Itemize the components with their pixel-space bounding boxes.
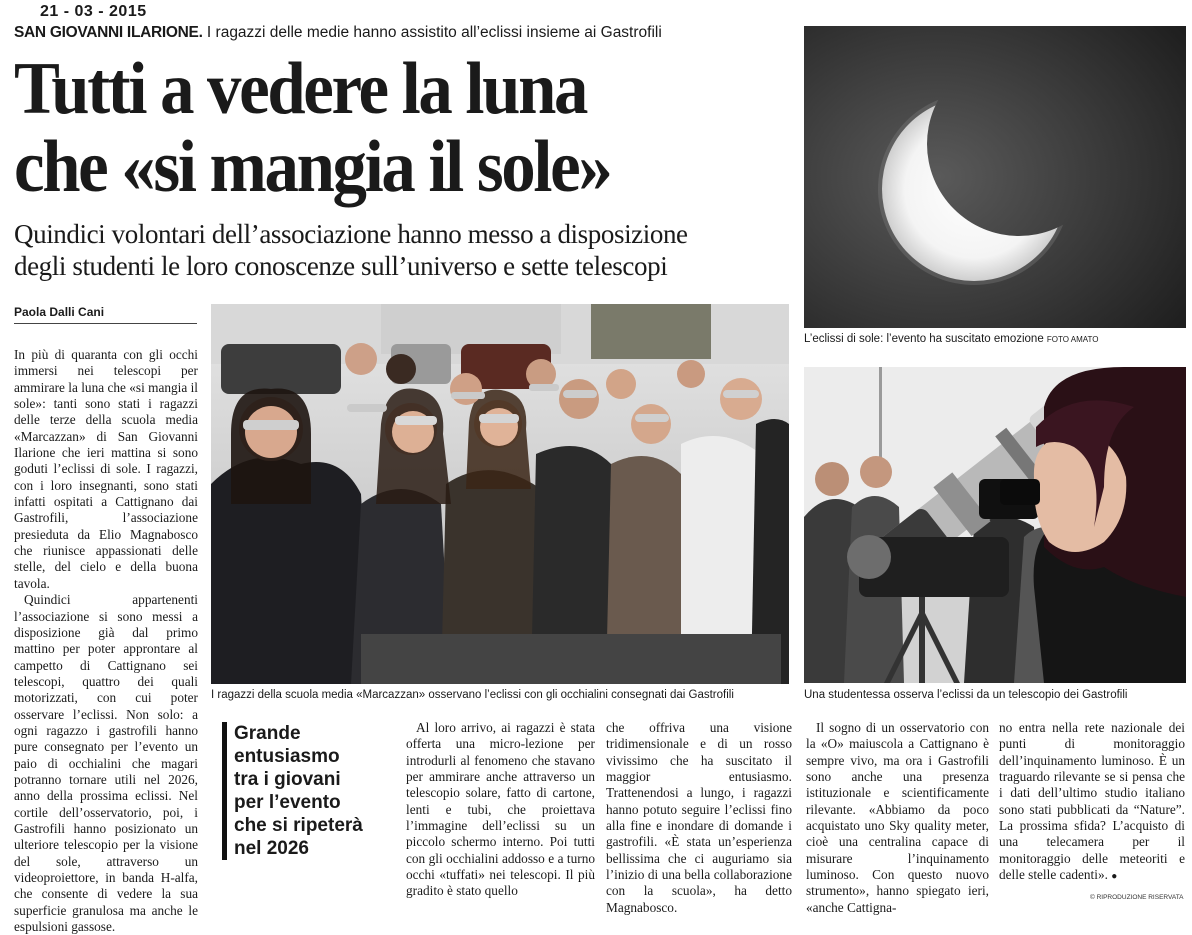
byline: Paola Dalli Cani (14, 305, 105, 319)
article-paragraph-2: Quindici appartenenti l’associazione si sono messi a disposizione già dal primo mattino per poter approntare al campetto di Cattignano sei telescopi, quattro dei quali motorizzati, con cui poter osservare l’eclissi. Non solo: a ogni ragazzo i gastrofili hanno pure consegnato per l’evento un paio di occhialini che magari potranno tornare utili nel 2026, anno della prossima eclissi. Nel cortile dell’osservatorio, poi, i Gastrofili hanno posizionato un ulteriore telescopio per la visione del sole, attraverso un videoproiettore, in banda H-alfa, che consente di vedere la sua superficie granulosa ma anche le espulsioni gassose. (14, 592, 198, 935)
group-photo (211, 304, 789, 684)
group-photo-image (211, 304, 789, 684)
eclipse-photo-credit: FOTO AMATO (1046, 335, 1099, 344)
telescope-photo-caption: Una studentessa osserva l’eclissi da un telescopio dei Gastrofili (804, 689, 1128, 701)
headline-line-1: Tutti a vedere la luna (14, 48, 587, 130)
pull-quote-line-6: nel 2026 (234, 838, 309, 859)
article-column-4 (606, 720, 792, 916)
headline-line-2: che «si mangia il sole» (14, 126, 611, 208)
subheadline-line-1: Quindici volontari dell’associazione hanno messo a disposizione (14, 219, 688, 249)
copyright-notice: © RIPRODUZIONE RISERVATA (1090, 894, 1184, 901)
pull-quote-line-2: entusiasmo (234, 746, 340, 767)
pull-quote-line-1: Grande (234, 723, 301, 744)
kicker-place: SAN GIOVANNI ILARIONE. (14, 24, 203, 41)
article-paragraph-6: no entra nella rete nazionale dei punti di monitoraggio dell’inquinamento luminoso. È un traguardo rilevante se si pensa che i dati dell’ultimo studio italiano sono stati pubblicati da “Nature”. La prossima sfida? L’acquisto di una telecamera per il monitoraggio delle meteoriti e delle stelle cadenti». (999, 720, 1185, 883)
pull-quote-line-5: che si ripeterà (234, 815, 363, 836)
subheadline-line-2: degli studenti le loro conoscenze sull’universo e sette telescopi (14, 251, 668, 281)
pull-quote-line-3: tra i giovani (234, 769, 341, 790)
article-paragraph-3: Al loro arrivo, ai ragazzi è stata offerta una micro-lezione per introdurli al fenomeno che stavano per ammirare anche attraverso un telescopio solare, fatto di cartone, lenti e tubi, che proiettava l’immagine dell’eclissi su un piccolo schermo interno. Poi tutti con gli occhialini addosso e a turno occhi «tuffati» nei telescopi. Il più gradito è stato quello (406, 720, 595, 899)
eclipse-caption-text: L’eclissi di sole: l’evento ha suscitato emozione (804, 333, 1044, 345)
article-column-6 (999, 720, 1185, 885)
headline (14, 50, 610, 206)
article-paragraph-5: Il sogno di un osservatorio con la «O» maiuscola a Cattignano è sempre vivo, ma ora i Gastrofili sono anche una presenza istituzionale e scientificamente rilevante. «Abbiamo da poco acquistato uno Sky quality meter, cioè una centralina capace di misurare l’inquinamento luminoso. Con questo nuovo strumento», hanno spiegato ieri, «anche Cattigna- (806, 720, 989, 915)
article-column-1 (14, 347, 198, 935)
telescope-photo (804, 367, 1186, 683)
subheadline (14, 218, 794, 282)
publication-date: 21 - 03 - 2015 (40, 3, 147, 20)
eclipse-photo-caption (804, 333, 1098, 345)
pull-quote (222, 722, 382, 860)
end-mark-icon: ● (1111, 871, 1118, 883)
group-photo-caption: I ragazzi della scuola media «Marcazzan» osservano l’eclissi con gli occhialini consegnati dai Gastrofili (211, 689, 734, 701)
eclipse-photo (804, 26, 1186, 328)
kicker (14, 24, 794, 42)
byline-rule (14, 323, 197, 324)
pull-quote-line-4: per l’evento (234, 792, 341, 813)
article-paragraph-4: che offriva una visione tridimensionale e di un rosso vivissimo che ha suscitato il maggior entusiasmo. Trattenendosi a lungo, i ragazzi hanno potuto seguire l’eclissi fino alla fine e inondare di domande i gastrofili. «È stata un’esperienza bellissima che ci auguriamo sia l’inizio di una bella collaborazione con la scuola», ha detto Magnabosco. (606, 720, 792, 915)
telescope-image (804, 367, 1186, 683)
article-paragraph-1: In più di quaranta con gli occhi immersi nei telescopi per ammirare la luna che «si mangia il sole»: tanti sono stati i ragazzi delle terze della scuola media «Marcazzan» di San Giovanni Ilarione che ieri mattina si sono goduti l’eclissi di sole. I ragazzi, con i loro insegnanti, sono stati infatti ospitati a Cattignano dai Gastrofili, l’associazione presieduta da Elio Magnabosco che riunisce appassionati delle stelle, del cielo e della buona tavola. (14, 347, 198, 591)
article-column-6-text (999, 720, 1185, 885)
article-column-5 (806, 720, 989, 916)
kicker-text: I ragazzi delle medie hanno assistito all’eclissi insieme ai Gastrofili (206, 24, 662, 41)
article-column-3 (406, 720, 595, 900)
eclipse-sun-image (804, 26, 1186, 328)
